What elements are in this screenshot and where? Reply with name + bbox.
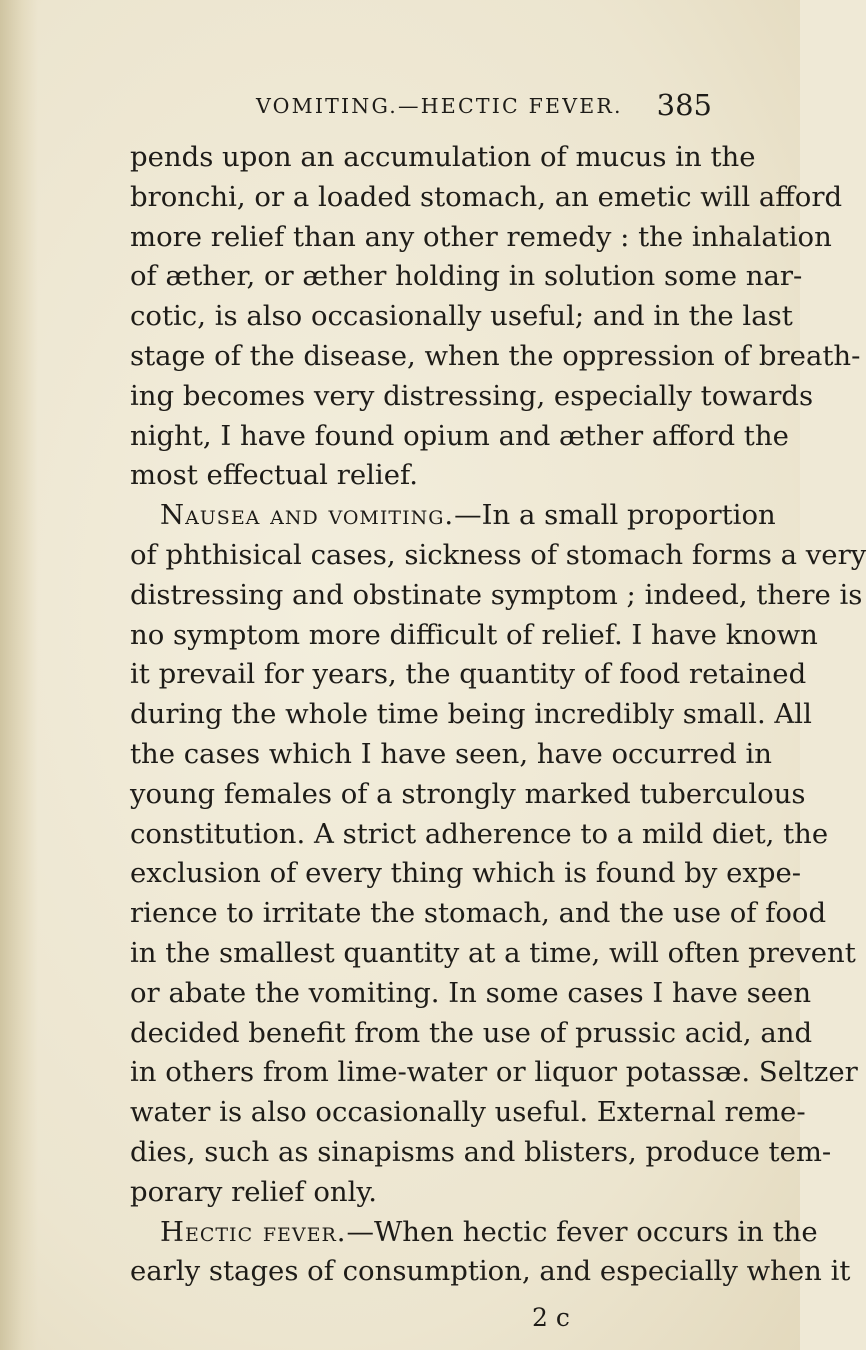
text-run: —In a small proportion [454,499,776,532]
text-line: rience to irritate the stomach, and the use of food [130,897,827,930]
section-heading-line [130,1213,818,1253]
text-line: in the smallest quantity at a time, will often prevent [130,936,856,969]
text-line: pends upon an accumulation of mucus in the [130,141,756,173]
text-line: the cases which I have seen, have occurred in [130,737,772,770]
text-line: it prevail for years, the quantity of food retained [130,658,807,691]
text-line: water is also occasionally useful. External reme- [130,1096,806,1129]
text-line: night, I have found opium and æther afford the [130,419,789,452]
page-number: 385 [656,88,712,122]
text-line: ing becomes very distressing, especially towards [130,379,814,412]
text-line: exclusion of every thing which is found by expe- [130,857,802,890]
text-line: early stages of consumption, and especially when it [130,1255,851,1288]
section-heading-line [130,496,776,536]
text-line: no symptom more difficult of relief. I have known [130,618,818,651]
text-run: —When hectic fever occurs in the [346,1215,818,1248]
text-line: cotic, is also occasionally useful; and in the last [130,300,793,333]
text-line: of æther, or æther holding in solution some nar- [130,260,803,293]
text-line: distressing and obstinate symptom ; indeed, there is [130,578,863,611]
section-heading-hectic: Hectic fever. [160,1215,347,1248]
text-line: constitution. A strict adherence to a mild diet, the [130,817,829,850]
text-line: more relief than any other remedy : the inhalation [130,220,832,253]
signature-mark: 2 c [532,1303,570,1332]
text-line: most effectual relief. [130,459,418,492]
running-head: VOMITING.—HECTIC FEVER. [256,94,623,118]
text-line: young females of a strongly marked tuberculous [130,777,806,810]
text-line: or abate the vomiting. In some cases I have seen [130,976,812,1009]
text-line: in others from lime-water or liquor potassæ. Seltzer [130,1056,858,1089]
body-text [130,138,866,1292]
text-line: porary relief only. [130,1175,378,1208]
text-line: of phthisical cases, sickness of stomach forms a very [130,538,866,571]
section-heading-nausea: Nausea and vomiting. [160,499,455,532]
text-line: dies, such as sinapisms and blisters, produce tem- [130,1135,832,1168]
text-line: bronchi, or a loaded stomach, an emetic will afford [130,180,843,213]
gutter-shadow [0,0,38,1350]
text-line: stage of the disease, when the oppression of breath- [130,339,861,372]
text-line: decided benefit from the use of prussic acid, and [130,1016,813,1049]
text-line: during the whole time being incredibly small. All [130,698,812,731]
page-header [130,88,710,128]
